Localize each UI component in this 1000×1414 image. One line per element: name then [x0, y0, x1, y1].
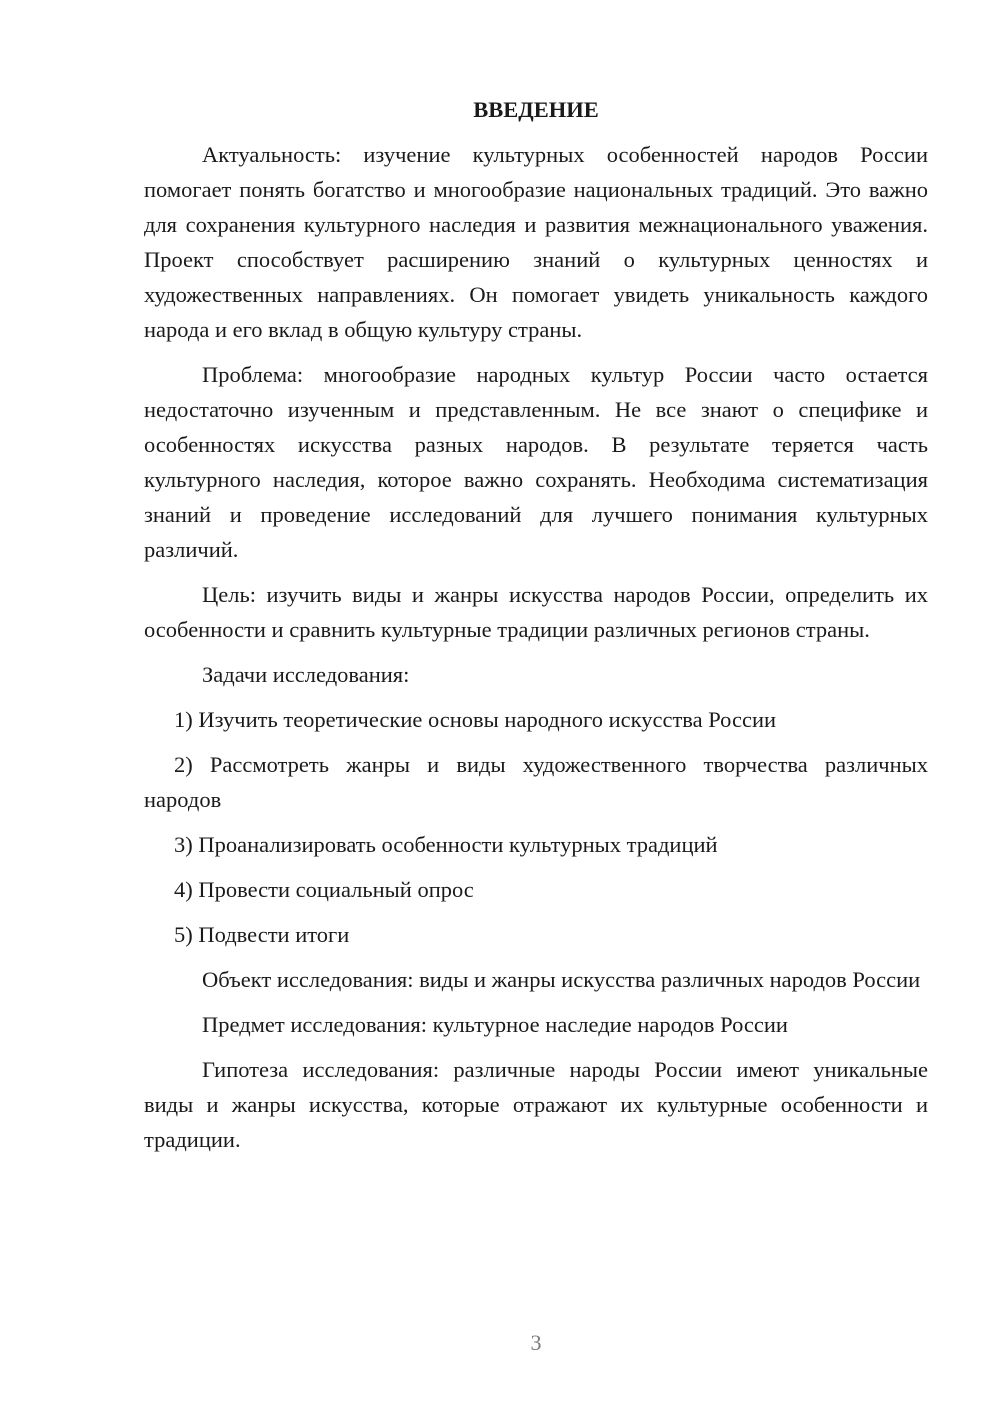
document-page: [144, 92, 928, 1167]
tasks-heading: Задачи исследования:: [202, 662, 410, 687]
task-item: 5) Подвести итоги: [174, 922, 350, 947]
task-item: 1) Изучить теоретические основы народного искусства России: [174, 707, 777, 732]
page-title: ВВЕДЕНИЕ: [473, 97, 599, 122]
page-number: 3: [530, 1330, 542, 1355]
hypothesis-paragraph: Гипотеза исследования: различные народы России имеют уникальные виды и жанры искусства, которые отражают их культурные особенности и традиции.: [144, 1057, 928, 1152]
goal-paragraph: Цель: изучить виды и жанры искусства народов России, определить их особенности и сравнить культурные традиции различных регионов страны.: [144, 582, 928, 642]
object-paragraph: Объект исследования: виды и жанры искусства различных народов России: [202, 967, 921, 992]
task-item: 3) Проанализировать особенности культурных традиций: [174, 832, 718, 857]
task-item: 4) Провести социальный опрос: [174, 877, 474, 902]
tasks-list: [144, 702, 928, 952]
relevance-paragraph: Актуальность: изучение культурных особенностей народов России помогает понять богатство и многообразие национальных традиций. Это важно для сохранения культурного наследия и развития межнационального уважения. Проект способствует расширению знаний о культурных ценностях и художественных направлениях. Он помогает увидеть уникальность каждого народа и его вклад в общую культуру страны.: [144, 142, 928, 342]
subject-paragraph: Предмет исследования: культурное наследие народов России: [202, 1012, 788, 1037]
task-item: 2) Рассмотреть жанры и виды художественного творчества различных народов: [144, 752, 928, 812]
problem-paragraph: Проблема: многообразие народных культур России часто остается недостаточно изученным и представленным. Не все знают о специфике и особенностях искусства разных народов. В результате теряется часть культурного наследия, которое важно сохранять. Необходима систематизация знаний и проведение исследований для лучшего понимания культурных различий.: [144, 362, 928, 562]
